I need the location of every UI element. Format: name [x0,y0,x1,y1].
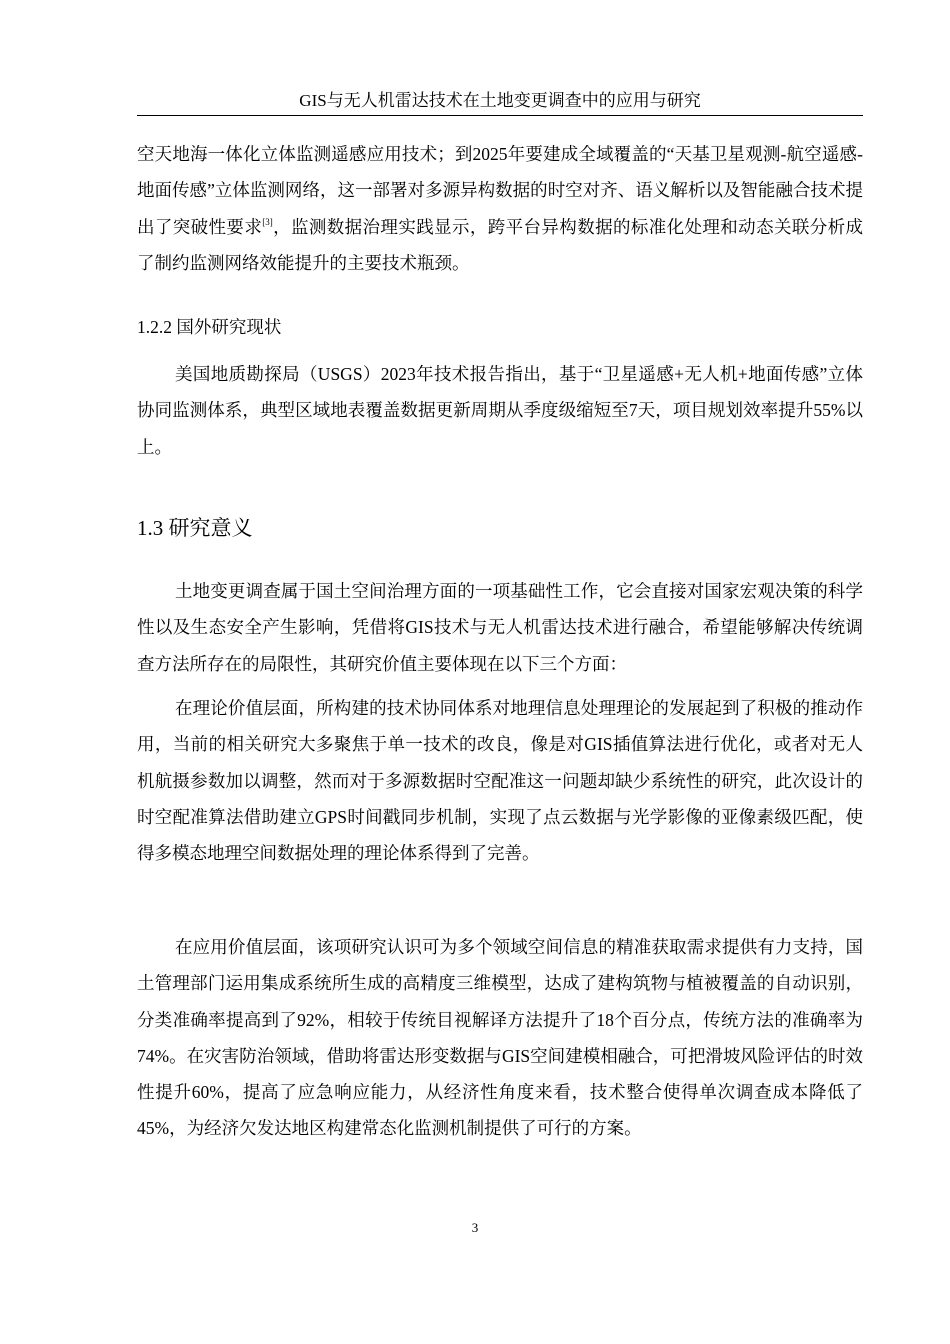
theoretical-value-paragraph: 在理论价值层面，所构建的技术协同体系对地理信息处理理论的发展起到了积极的推动作用，当前的相关研究大多聚焦于单一技术的改良，像是对GIS插值算法进行优化，或者对无人机航摄参数加以调整，然而对于多源数据时空配准这一问题却缺少系统性的研究，此次设计的时空配准算法借助建立GPS时间戳同步机制，实现了点云数据与光学影像的亚像素级匹配，使得多模态地理空间数据处理的理论体系得到了完善。 [137,698,863,864]
foreign-research-paragraph: 美国地质勘探局（USGS）2023年技术报告指出，基于“卫星遥感+无人机+地面传感”立体协同监测体系，典型区域地表覆盖数据更新周期从季度级缩短至7天，项目规划效率提升55%以上。 [137,364,863,457]
paragraph-text-continued: ，监测数据治理实践显示，跨平台异构数据的标准化处理和动态关联分析成了制约监测网络效能提升的主要技术瓶颈。 [137,216,864,273]
header-divider [137,115,863,116]
paragraph-text: 空天地海一体化立体监测遥感应用技术；到2025年要建成全域覆盖的“天基卫星观测-航空遥感-地面传感”立体监测网络，这一部署对多源异构数据的时空对齐、语义解析以及智能融合技术提出了突破性要求 [137,144,863,237]
section-heading-research-significance: 1.3 研究意义 [137,516,253,540]
continuation-paragraph [137,136,863,281]
application-value-paragraph: 在应用价值层面，该项研究认识可为多个领域空间信息的精准获取需求提供有力支持，国土管理部门运用集成系统所生成的高精度三维模型，达成了建构筑物与植被覆盖的自动识别，分类准确率提高到了92%，相较于传统目视解译方法提升了18个百分点，传统方法的准确率为74%。在灾害防治领域，借助将雷达形变数据与GIS空间建模相融合，可把滑坡风险评估的时效性提升60%，提高了应急响应能力，从经济性角度来看，技术整合使得单次调查成本降低了45%，为经济欠发达地区构建常态化监测机制提供了可行的方案。 [137,937,863,1139]
page-number: 3 [471,1220,479,1235]
running-header-title: GIS与无人机雷达技术在土地变更调查中的应用与研究 [299,91,701,110]
significance-intro-paragraph: 土地变更调查属于国土空间治理方面的一项基础性工作，它会直接对国家宏观决策的科学性以及生态安全产生影响，凭借将GIS技术与无人机雷达技术进行融合，希望能够解决传统调查方法所存在的局限性，其研究价值主要体现在以下三个方面： [137,581,863,674]
citation-marker: [3] [262,216,273,227]
subsection-heading-foreign-research: 1.2.2 国外研究现状 [137,317,282,337]
